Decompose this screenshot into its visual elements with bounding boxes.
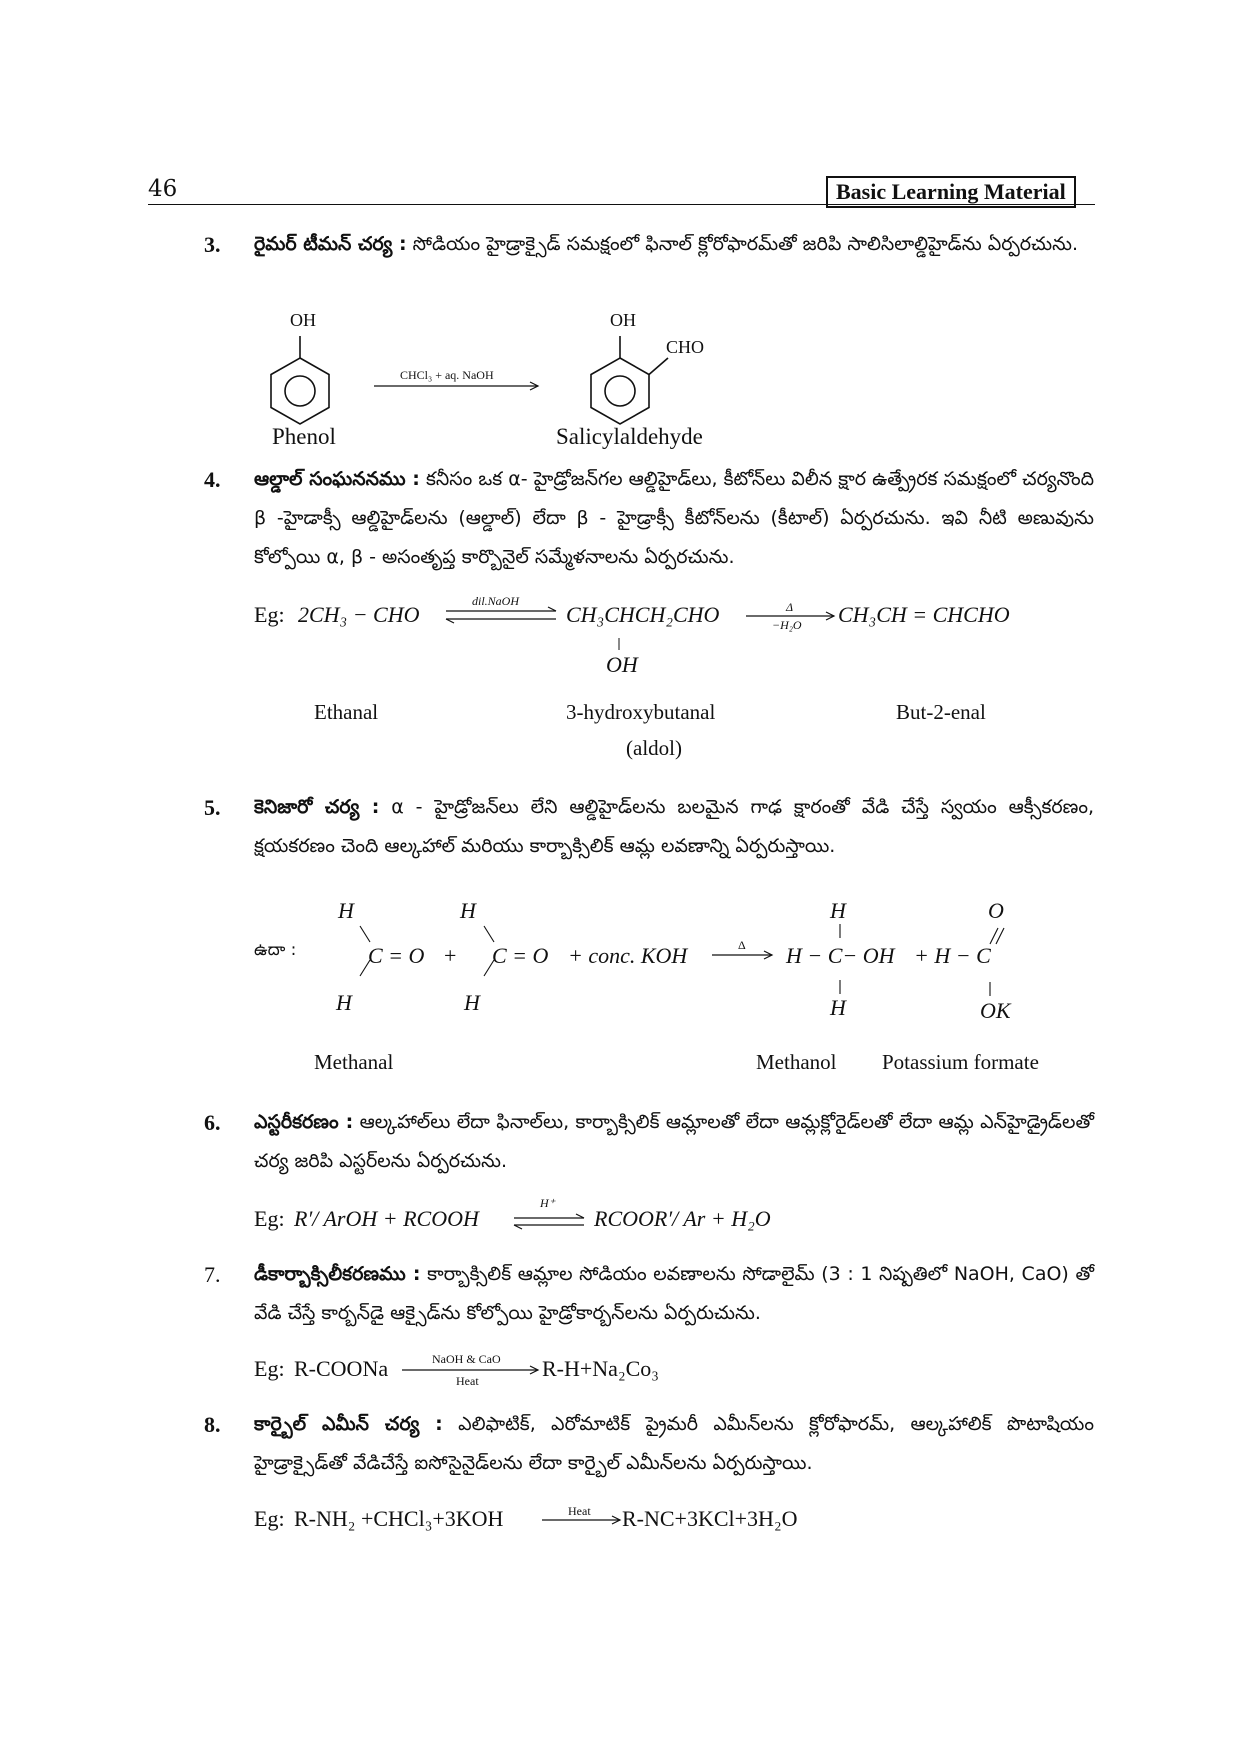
can-ok: OK bbox=[980, 998, 1011, 1023]
ester-lhs: R′/ ArOH + RCOOH bbox=[294, 1206, 479, 1231]
aldol-reactant: 2CH₃ − CHO bbox=[298, 602, 420, 627]
item-4-text bbox=[254, 460, 1094, 577]
salicyl-cho: CHO bbox=[666, 337, 705, 357]
item-7-title: డీకార్బాక్సిలీకరణము : bbox=[254, 1263, 421, 1285]
item-7-text bbox=[254, 1255, 1094, 1333]
aldol-intermediate: CH₃CHCH₂CHO bbox=[566, 602, 720, 627]
can-h5: H bbox=[830, 898, 846, 923]
item-6-body: ఆల్కహాల్‌లు లేదా ఫినాల్‌లు, కార్బాక్సిలిక్ ఆమ్లాలతో లేదా ఆమ్లక్లోరైడ్‌లతో లేదా ఆమ్ల ఎన్‌హైడ్రైడ్‌లతో చర్య జరిపి ఎస్టర్‌లను ఏర్పరచును. bbox=[254, 1111, 1094, 1172]
can-h1: H bbox=[338, 898, 354, 923]
can-methanol: H − C− OH bbox=[786, 943, 895, 968]
hydroxybutanal-label: 3-hydroxybutanal bbox=[566, 700, 716, 724]
ester-rhs: RCOOR′/ Ar + H₂O bbox=[594, 1206, 771, 1231]
item-8-text bbox=[254, 1405, 1094, 1483]
decarb-cond-bottom: Heat bbox=[456, 1374, 479, 1388]
can-h2: H bbox=[336, 990, 352, 1015]
carbyl-lhs: R-NH₂ +CHCl₃+3KOH bbox=[294, 1506, 504, 1531]
aldol-product: CH₃CH = CHCHO bbox=[838, 602, 1010, 627]
phenol-ring bbox=[271, 336, 329, 424]
can-h3: H bbox=[460, 898, 476, 923]
ester-cond: H⁺ bbox=[540, 1196, 555, 1210]
aldol-cond1: dil.NaOH bbox=[472, 594, 520, 608]
can-reagent: + conc. KOH bbox=[568, 943, 688, 968]
butenal-label: But-2-enal bbox=[896, 700, 986, 724]
phenol-oh: OH bbox=[290, 310, 316, 330]
item-6-text bbox=[254, 1103, 1094, 1181]
decarboxylation-arrow bbox=[402, 1366, 538, 1374]
salicylaldehyde-ring bbox=[591, 336, 668, 424]
item-5-text bbox=[254, 788, 1094, 866]
salicylaldehyde-label: Salicylaldehyde bbox=[556, 424, 703, 449]
item-7-number: 7. bbox=[204, 1262, 221, 1287]
can-h4: H bbox=[464, 990, 480, 1015]
item-8-body: ఎలిఫాటిక్, ఎరోమాటిక్ ప్రైమరీ ఎమీన్‌లను క్లోరోఫారమ్, ఆల్కహాలిక్ పొటాషియం హైడ్రాక్సైడ్‌తో వేడిచేస్తే ఐసోసైనైడ్‌లను లేదా కార్బైల్ ఎమీన్‌లను ఏర్పరుస్తాయి. bbox=[254, 1413, 1094, 1474]
item-7-body: కార్బాక్సిలిక్ ఆమ్లాల సోడియం లవణాలను సోడాలైమ్ (3 : 1 నిష్పతిలో NaOH, CaO) తో వేడి చేస్తే కార్బన్‌డై ఆక్సైడ్‌ను కోల్పోయి హైడ్రోకార్బన్‌లను ఏర్పరుచును. bbox=[254, 1263, 1094, 1324]
phenol-label: Phenol bbox=[272, 424, 336, 449]
can-co2: C = O bbox=[492, 943, 549, 968]
carbyl-prefix: Eg: bbox=[254, 1506, 285, 1531]
can-h6: H bbox=[830, 995, 846, 1020]
ethanal-label: Ethanal bbox=[314, 700, 379, 724]
decarb-prefix: Eg: bbox=[254, 1356, 285, 1381]
can-plus: + bbox=[444, 943, 457, 968]
item-3-number: 3. bbox=[204, 232, 221, 257]
header-title: Basic Learning Material bbox=[826, 176, 1076, 208]
formate-label: Potassium formate bbox=[882, 1050, 1039, 1074]
item-4-title: ఆల్డాల్ సంఘననము : bbox=[254, 468, 420, 490]
item-5-title: కెనిజారో చర్య : bbox=[254, 796, 380, 818]
item-6-number: 6. bbox=[204, 1110, 221, 1135]
aldol-cond2-bottom: −H₂O bbox=[772, 618, 802, 632]
methanal-label: Methanal bbox=[314, 1050, 394, 1074]
equilibrium-arrow-ester bbox=[514, 1214, 584, 1229]
can-co1: C = O bbox=[368, 943, 425, 968]
item-8-title: కార్బైల్ ఎమీన్ చర్య : bbox=[254, 1413, 443, 1435]
decarb-cond-top: NaOH & CaO bbox=[432, 1352, 501, 1366]
decarb-rhs: R-H+Na₂Co₃ bbox=[542, 1356, 659, 1381]
carbyl-cond: Heat bbox=[568, 1504, 591, 1518]
can-formate: + H − C bbox=[914, 943, 991, 968]
item-4-body: కనీసం ఒక α- హైడ్రోజన్‌గల ఆల్డిహైడ్‌లు, కీటోన్‌లు విలీన క్షార ఉత్ప్రేరక సమక్షంలో చర్యనొంది β -హైడాక్సీ ఆల్డిహైడ్‌లను (ఆల్డాల్) లేదా β - హైడ్రాక్సీ కీటోన్‌లను (కీటాల్) ఏర్పరచును. ఇవి నీటి అణువును కోల్పోయి α, β - అసంతృప్త కార్బొనైల్ సమ్మేళనాలను ఏర్పరచును. bbox=[254, 468, 1094, 568]
decarb-lhs: R-COONa bbox=[294, 1356, 389, 1381]
can-delta: Δ bbox=[738, 938, 746, 952]
item-3-title: రైమర్ టీమన్ చర్య : bbox=[254, 233, 407, 255]
salicyl-oh: OH bbox=[610, 310, 636, 330]
item-4-number: 4. bbox=[204, 467, 221, 492]
aldol-cond2-top: Δ bbox=[786, 600, 794, 614]
reaction-arrow-3 bbox=[374, 382, 538, 390]
item-5-number: 5. bbox=[204, 795, 221, 820]
methanol-label: Methanol bbox=[756, 1050, 837, 1074]
item-6-title: ఎస్టరీకరణం : bbox=[254, 1111, 354, 1133]
item-5-body: α - హైడ్రోజన్‌లు లేని ఆల్డిహైడ్‌లను బలమైన గాఢ క్షారంతో వేడి చేస్తే స్వయం ఆక్సీకరణం, క్షయకరణం చెంది ఆల్కహాల్ మరియు కార్బాక్సిలిక్ ఆమ్ల లవణాన్ని ఏర్పరుస్తాయి. bbox=[254, 796, 1094, 857]
item-8-number: 8. bbox=[204, 1412, 221, 1437]
reimer-reagent: CHCl₃ + aq. NaOH bbox=[400, 368, 494, 382]
aldol-oh: OH bbox=[606, 652, 638, 677]
ester-prefix: Eg: bbox=[254, 1206, 285, 1231]
carbyl-rhs: R-NC+3KCl+3H₂O bbox=[622, 1506, 798, 1531]
page-number: 46 bbox=[148, 176, 178, 202]
item-3-body: సోడియం హైడ్రాక్సైడ్ సమక్షంలో ఫినాల్ క్లోరోఫారమ్‌తో జరిపి సాలిసిలాల్డిహైడ్‌ను ఏర్పరచును. bbox=[412, 233, 1079, 255]
aldol-label: (aldol) bbox=[626, 736, 682, 760]
cannizzaro-prefix: ఉదా : bbox=[254, 940, 297, 960]
equilibrium-arrow-aldol bbox=[446, 607, 556, 623]
can-o: O bbox=[988, 898, 1004, 923]
aldol-prefix: Eg: bbox=[254, 602, 285, 627]
